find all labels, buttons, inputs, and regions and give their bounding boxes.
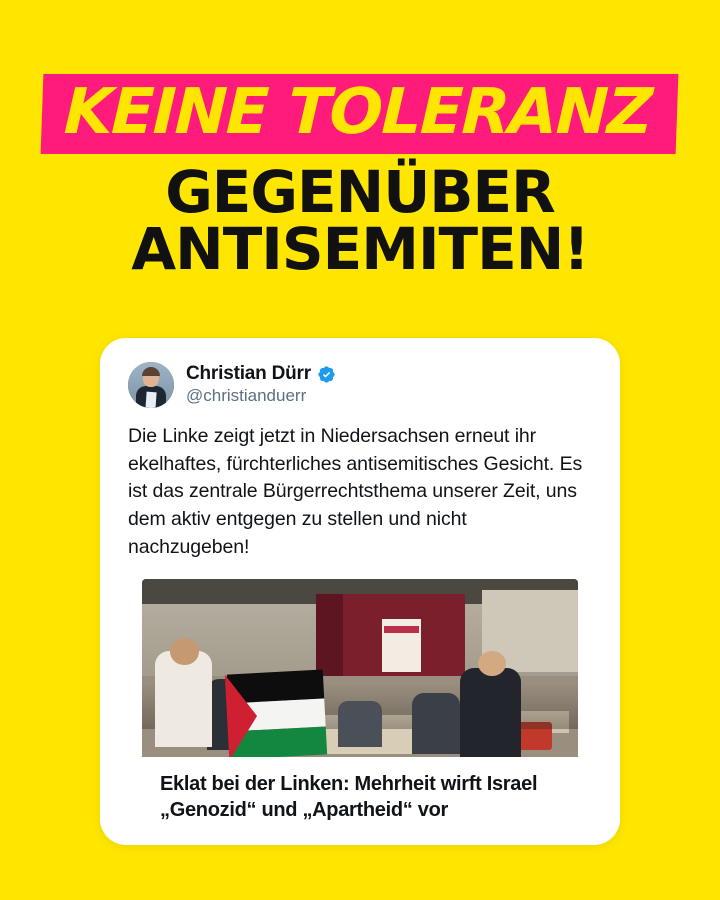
article-title: Eklat bei der Linken: Mehrheit wirft Israel „Genozid“ und „Apartheid“ vor <box>142 757 578 845</box>
headline-line3: ANTISEMITEN! <box>131 215 589 284</box>
tweet-card[interactable] <box>100 338 620 845</box>
page-title <box>0 0 720 284</box>
headline-line2: GEGENÜBER <box>165 158 555 227</box>
article-preview-card[interactable] <box>142 579 578 845</box>
article-image <box>142 579 578 757</box>
headline-line1-wrap <box>0 74 720 154</box>
tweet-body <box>100 338 620 845</box>
tweet-text: Die Linke zeigt jetzt in Niedersachsen erneut ihr ekelhaftes, fürchterliches antisemitisches Gesicht. Es ist das zentrale Bürgerrechtsthema unserer Zeit, uns dem aktiv entgegen zu stellen und nicht nachzugeben! <box>128 425 583 558</box>
headline-line1: KEINE TOLERANZ <box>41 74 679 154</box>
tweet-name-row <box>186 363 336 385</box>
palestinian-flag-icon <box>227 670 327 758</box>
tweet-header <box>128 362 592 408</box>
author-display-name[interactable]: Christian Dürr <box>186 363 311 384</box>
verified-badge-icon <box>317 365 336 384</box>
author-handle[interactable]: @christianduerr <box>186 386 307 405</box>
avatar[interactable] <box>128 362 174 408</box>
tweet-author-block <box>186 362 336 406</box>
